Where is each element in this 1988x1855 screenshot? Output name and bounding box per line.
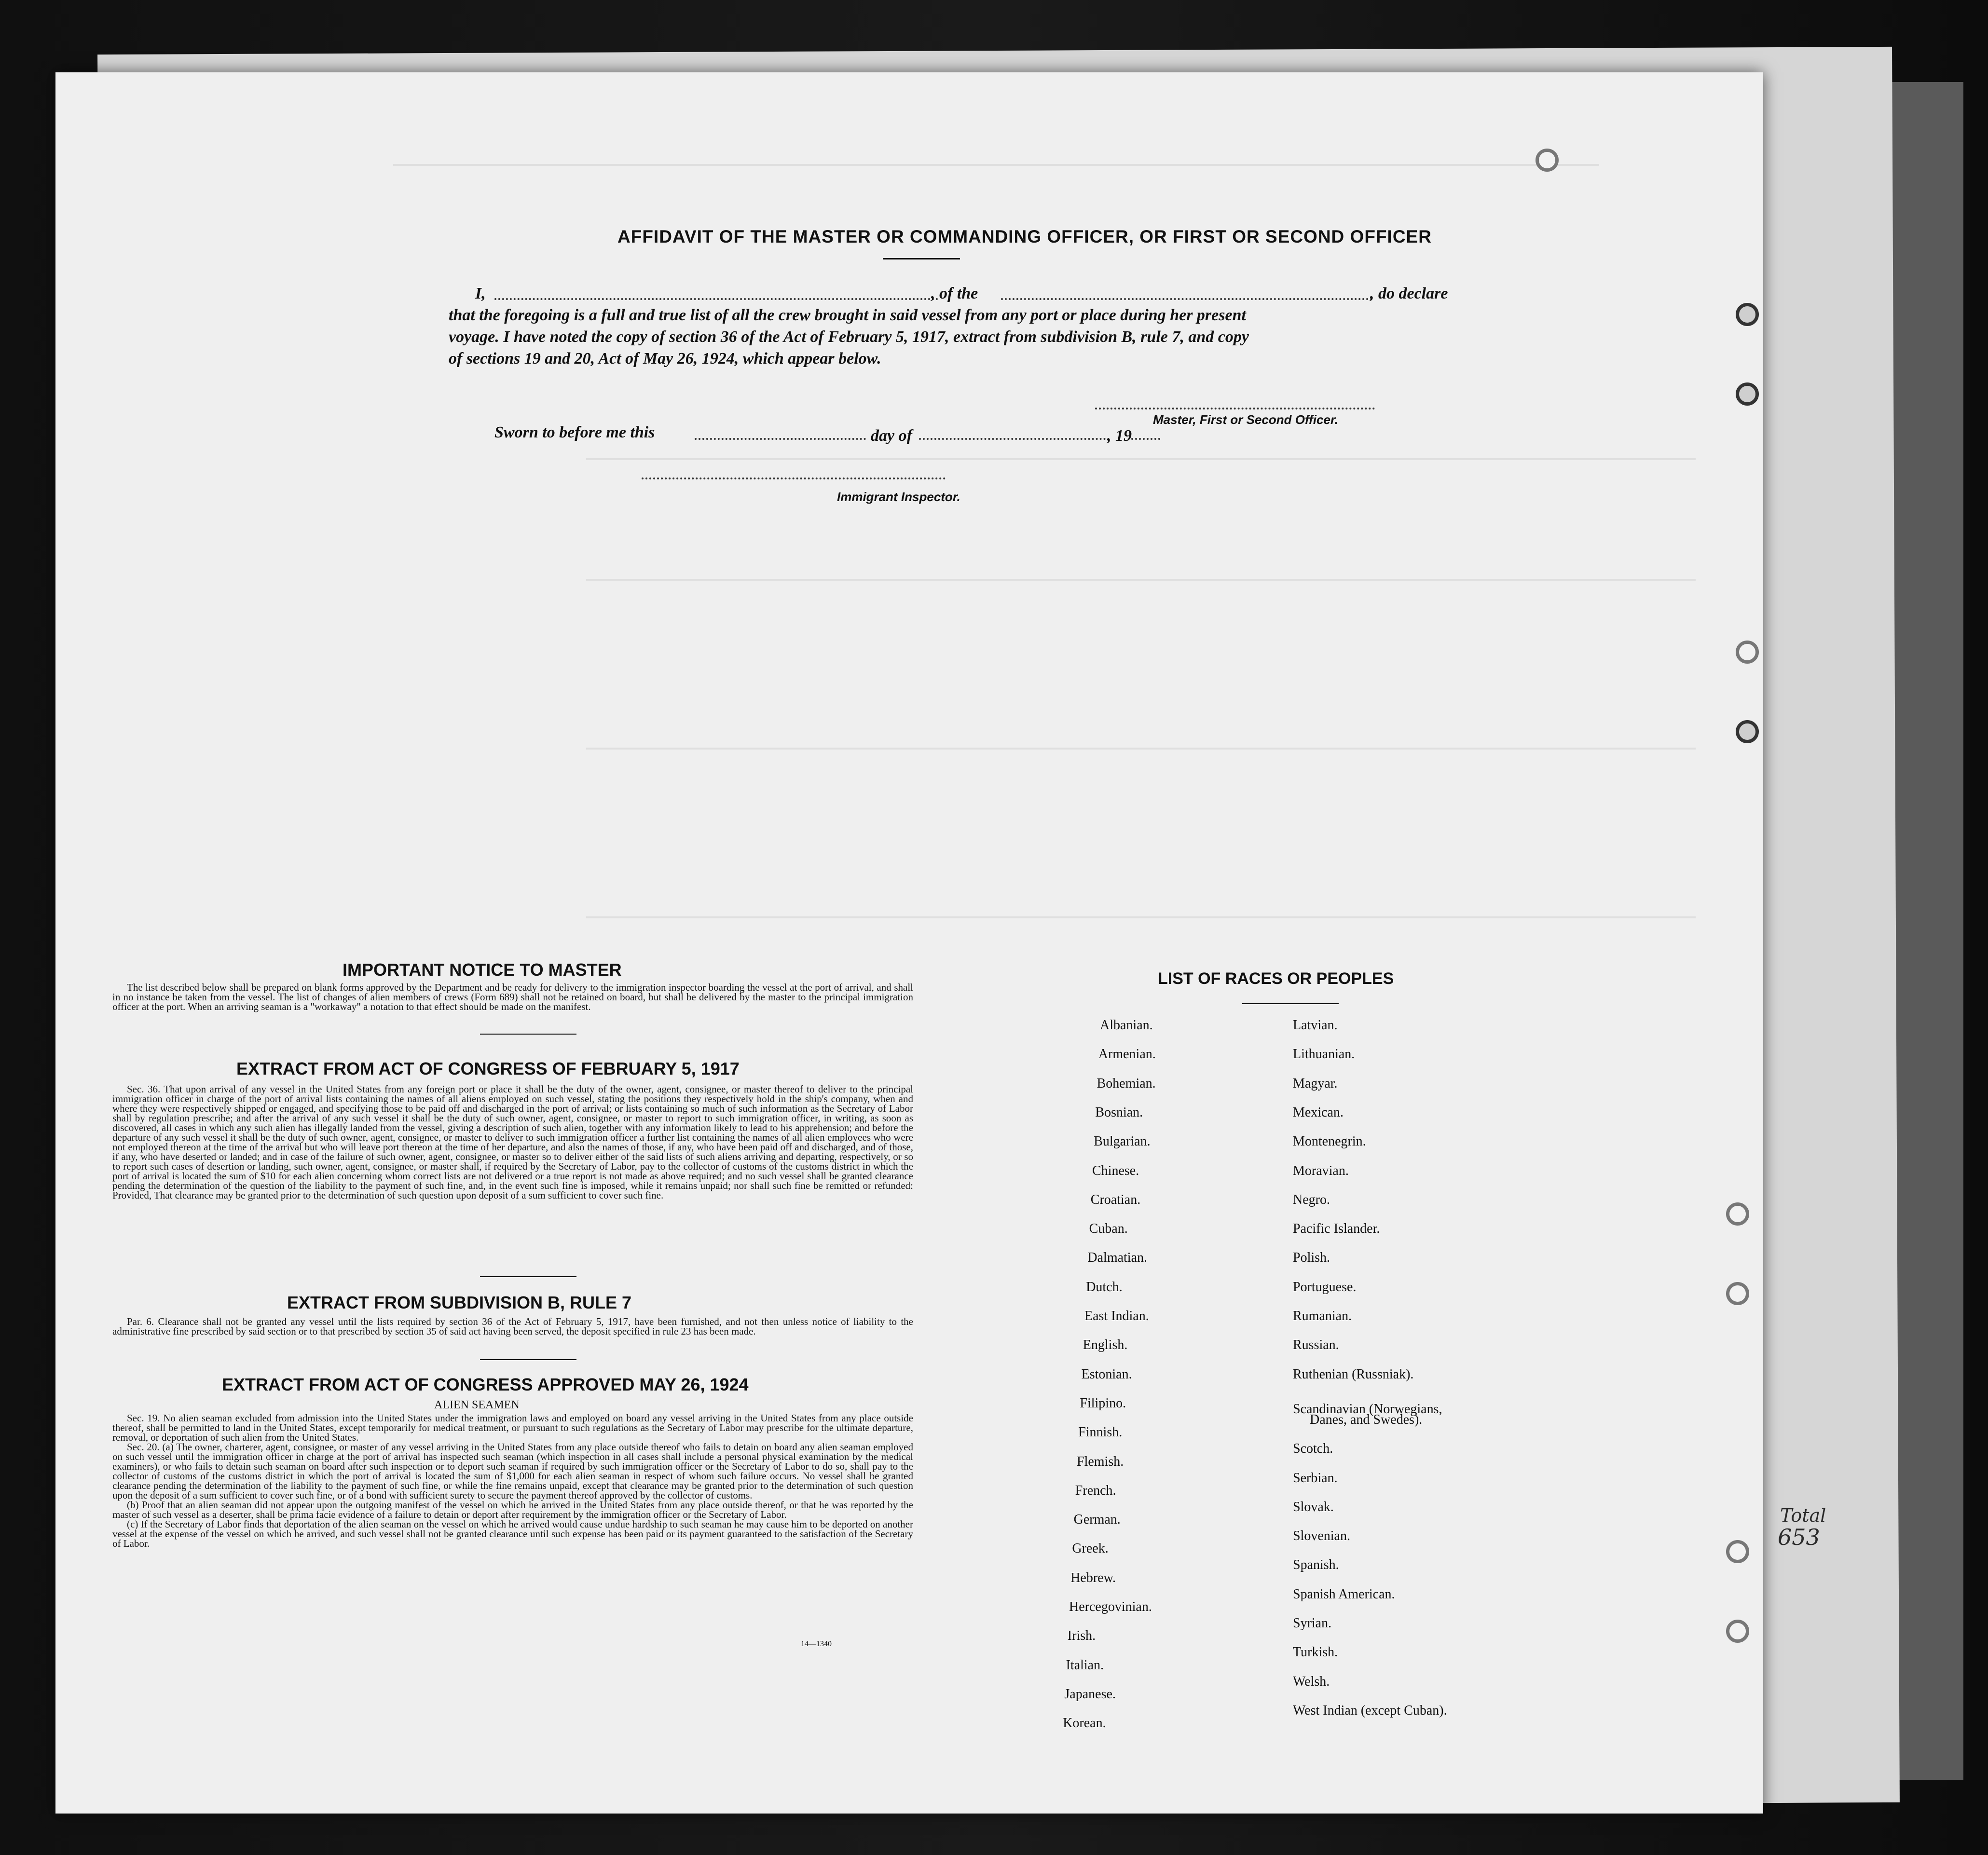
race-item: Scandinavian (Norwegians, [1293, 1401, 1442, 1417]
race-item: Filipino. [1080, 1395, 1126, 1411]
affidavit-i-label: I, [475, 285, 486, 302]
race-item: Korean. [1063, 1716, 1106, 1731]
race-item: Mexican. [1293, 1105, 1344, 1120]
punch-hole [1726, 1202, 1749, 1226]
punch-hole [1536, 149, 1559, 172]
race-item: Spanish American. [1293, 1586, 1395, 1602]
notice-title: IMPORTANT NOTICE TO MASTER [343, 960, 622, 980]
race-item: Polish. [1293, 1250, 1330, 1266]
race-item: Bulgarian. [1094, 1134, 1151, 1149]
affiant-name-field[interactable] [494, 298, 938, 300]
alien-seamen-subtitle: ALIEN SEAMEN [434, 1399, 520, 1411]
sworn-year-field[interactable] [1131, 438, 1160, 440]
race-item: Negro. [1293, 1192, 1330, 1207]
bleed-through-line [586, 748, 1696, 750]
race-item: German. [1073, 1512, 1121, 1528]
extract-1917-title: EXTRACT FROM ACT OF CONGRESS OF FEBRUARY 5, 1917 [236, 1059, 740, 1078]
race-item: Albanian. [1100, 1018, 1153, 1033]
race-item: Flemish. [1077, 1454, 1124, 1469]
race-item: East Indian. [1084, 1309, 1149, 1323]
punch-hole [1726, 1620, 1749, 1643]
sec-20b-paragraph: (b) Proof that an alien seaman did not appear upon the outgoing manifest of the vessel on which he arrived in the United States from any place outside thereof, or that he was reported by the master of such vessel as a deserter, shall be prima facie evidence of a failure to detain or deport after requirement by the immigration officer or the Secretary of Labor. [112, 1499, 913, 1520]
race-item: Welsh. [1293, 1674, 1330, 1689]
race-item: Syrian. [1293, 1616, 1332, 1631]
race-item: Scotch. [1293, 1441, 1333, 1457]
race-item: Pacific Islander. [1293, 1221, 1380, 1237]
race-item: Serbian. [1293, 1470, 1338, 1486]
races-title: LIST OF RACES OR PEOPLES [1158, 969, 1394, 988]
sec-20c-paragraph: (c) If the Secretary of Labor finds that deportation of the alien seaman on the vessel on which he arrived would cause undue hardship to such seaman he may cause him to be deported on another vessel at the expense of the vessel on which he arrived, and such vessel shall not be granted clearance until such expense has been paid or its payment guaranteed to the satisfaction of the Secretary of Labor. [112, 1518, 913, 1549]
punch-hole [1736, 641, 1759, 664]
race-item: Japanese. [1064, 1686, 1116, 1702]
inspector-signature-label: Immigrant Inspector. [837, 490, 960, 504]
race-item: Croatian. [1090, 1192, 1141, 1207]
race-item: Slovenian. [1293, 1528, 1350, 1544]
race-item: Bohemian. [1097, 1076, 1156, 1091]
punch-hole [1736, 382, 1759, 406]
race-item: Chinese. [1092, 1163, 1139, 1178]
punch-hole [1726, 1540, 1749, 1563]
bleed-through-line [586, 458, 1696, 460]
affidavit-of-the-label: , of the [931, 285, 978, 302]
race-item: Hercegovinian. [1069, 1599, 1152, 1614]
race-item: Russian. [1293, 1337, 1339, 1353]
affidavit-declare-label: , do declare [1370, 285, 1448, 302]
extract-rule7-divider [480, 1359, 576, 1360]
races-divider [1242, 1003, 1339, 1004]
race-item: Irish. [1067, 1628, 1096, 1644]
race-item: Estonian. [1081, 1366, 1132, 1382]
race-item: Bosnian. [1095, 1105, 1143, 1120]
vessel-name-field[interactable] [1001, 298, 1372, 300]
master-signature-label: Master, First or Second Officer. [1153, 412, 1338, 427]
race-item: Ruthenian (Russniak). [1293, 1366, 1414, 1382]
extract-1917-divider [480, 1276, 576, 1277]
handwritten-total-label: Total [1780, 1505, 1826, 1526]
punch-hole [1736, 720, 1759, 743]
race-item: Lithuanian. [1293, 1047, 1355, 1062]
race-item: Moravian. [1293, 1163, 1349, 1178]
bleed-through-line [586, 916, 1696, 918]
title-underline [883, 258, 960, 259]
race-item: West Indian (except Cuban). [1293, 1703, 1447, 1718]
race-item: Turkish. [1293, 1645, 1338, 1660]
race-item: Portuguese. [1293, 1279, 1357, 1295]
race-item: Cuban. [1089, 1221, 1128, 1237]
race-item: Montenegrin. [1293, 1134, 1366, 1149]
race-item: Latvian. [1293, 1018, 1338, 1033]
notice-paragraph: The list described below shall be prepared on blank forms approved by the Department and be ready for delivery to the immigration inspector boarding the vessel at the port of arrival, and shall in no instance be taken from the vessel. The list of changes of alien members of crews (Form 689) shall not be retained on board, but shall be delivered by the master to the principal immigration officer at the port. When an arriving seaman is a "workaway" a notation to that effect should be made on the manifest. [112, 982, 913, 1012]
sec-20a-paragraph: Sec. 20. (a) The owner, charterer, agent, consignee, or master of any vessel arriving in the United States from any place outside thereof who fails to detain on board any alien seaman employed on such vessel until the immigration officer in charge at the port of arrival has inspected such seaman (which inspection in all cases shall include a personal physical examination by the medical examiners), or who fails to detain such seaman on board after such inspection or to deport such seaman if required by such immigration officer or the Secretary of Labor to do so, shall pay to the collector of customs of the customs district in which the port of arrival is located the sum of $1,000 for each alien seaman in respect of whom such failure occurs. No vessel shall be granted clearance pending the determination of the liability to the payment of such fine, or while the fine remains unpaid, except that clearance may be granted prior to the determination of such question upon the deposit of a sum sufficient to cover such fine, or of a bond with sufficient surety to secure the payment thereof approved by the collector of customs. [112, 1441, 913, 1501]
notice-divider [480, 1034, 576, 1035]
extract-1924-title: EXTRACT FROM ACT OF CONGRESS APPROVED MAY 26, 1924 [222, 1375, 749, 1394]
race-item: Spanish. [1293, 1557, 1339, 1573]
form-page [55, 72, 1826, 1814]
extract-rule7-title: EXTRACT FROM SUBDIVISION B, RULE 7 [287, 1293, 632, 1312]
race-item: French. [1075, 1483, 1116, 1498]
form-number: 14—1340 [801, 1640, 832, 1648]
inspector-signature-field[interactable] [642, 477, 946, 479]
affidavit-line-4: of sections 19 and 20, Act of May 26, 1924, which appear below. [449, 350, 881, 368]
par-6-paragraph: Par. 6. Clearance shall not be granted any vessel until the lists required by section 36 of the Act of February 5, 1917, have been furnished, and not then unless notice of liability to the administrative fine prescribed by said section or to that prescribed by section 35 of said act having been served, the deposit specified in rule 23 has been made. [112, 1316, 913, 1337]
extract-rule7-text [112, 1317, 913, 1336]
notice-text [112, 982, 913, 1011]
race-item: Slovak. [1293, 1499, 1334, 1514]
bleed-through-line [586, 579, 1696, 581]
race-item: English. [1083, 1337, 1128, 1353]
race-item: Dalmatian. [1087, 1250, 1148, 1266]
handwritten-total-value: 653 [1778, 1524, 1820, 1550]
race-item: Rumanian. [1293, 1309, 1352, 1323]
sec-36-paragraph: Sec. 36. That upon arrival of any vessel in the United States from any foreign port or place it shall be the duty of the owner, agent, consignee, or master thereof to deliver to the principal immigration officer in charge of the port of arrival lists containing the names of all aliens employed on such vessel, stating the positions they respectively hold in the ship's company, when and where they were respectively shipped or engaged, and specifying those to be paid off and discharged in the port of arrival; or lists containing so much of such information as the Secretary of Labor shall by regulation prescribe; and after the arrival of any such vessel it shall be the duty of such owner, agent, consignee, or master to report to such immigration officer, in writing, as soon as discovered, all cases in which any such alien has illegally landed from the vessel, giving a description of such alien, together with any information likely to lead to his apprehension; and before the departure of any such vessel it shall be the duty of such owner, agent, consignee, or master to deliver to such immigration officer a further list containing the names of all alien employees who were not employed thereon at the time of the arrival but who will leave port thereon at the time of her departure, and also the names of those, if any, who have been paid off and discharged, and of those, if any, who have deserted or landed; and in case of the failure of such owner, agent, consignee, or master so to deliver either of the said lists of such aliens arriving and departing, respectively, or so to report such cases of desertion or landing, such owner, agent, consignee, or master shall, if required by the Secretary of Labor, pay to the collector of customs of the customs district in which the port of arrival is located the sum of $10 for each alien concerning whom correct lists are not delivered or a true report is not made as above required; and no such vessel shall be granted clearance pending the determination of the question of the liability to the payment of such fine, and, in the event such fine is imposed, while it remains unpaid; nor shall such fine be remitted or refunded: Provided, That clearance may be granted prior to the determination of such question upon deposit of a sum sufficient to cover such fine. [112, 1083, 913, 1201]
race-item: Hebrew. [1070, 1570, 1116, 1585]
race-item: Greek. [1072, 1541, 1109, 1556]
race-item: Italian. [1066, 1657, 1104, 1673]
day-of-label: day of [871, 427, 912, 445]
sworn-month-field[interactable] [919, 438, 1110, 440]
bleed-through-line [393, 164, 1599, 166]
year-label: , 19 [1107, 427, 1132, 445]
affidavit-title: AFFIDAVIT OF THE MASTER OR COMMANDING OFFICER, OR FIRST OR SECOND OFFICER [617, 227, 1432, 246]
affidavit-line-3: voyage. I have noted the copy of section 36 of the Act of February 5, 1917, extract from subdivision B, rule 7, and copy [449, 328, 1249, 346]
race-item: Armenian. [1098, 1047, 1156, 1062]
race-item: Danes, and Swedes). [1310, 1412, 1423, 1427]
master-signature-field[interactable] [1095, 408, 1375, 409]
punch-hole [1726, 1282, 1749, 1305]
race-item: Dutch. [1086, 1279, 1123, 1295]
extract-1917-text [112, 1084, 913, 1200]
sec-19-paragraph: Sec. 19. No alien seaman excluded from admission into the United States under the immigration laws and employed on board any vessel arriving in the United States from any place outside thereof, shall be permitted to land in the United States, except temporarily for medical treatment, or pursuant to such regulations as the Secretary of Labor may prescribe for the ultimate departure, removal, or deportation of such alien from the United States. [112, 1412, 913, 1443]
sworn-label: Sworn to before me this [494, 423, 655, 441]
affidavit-line-2: that the foregoing is a full and true list of all the crew brought in said vessel from any port or place during her present [449, 306, 1246, 324]
punch-hole [1736, 303, 1759, 326]
sworn-day-field[interactable] [695, 438, 866, 440]
race-item: Finnish. [1078, 1425, 1123, 1440]
extract-1924-text [112, 1413, 913, 1548]
race-item: Magyar. [1293, 1076, 1338, 1091]
